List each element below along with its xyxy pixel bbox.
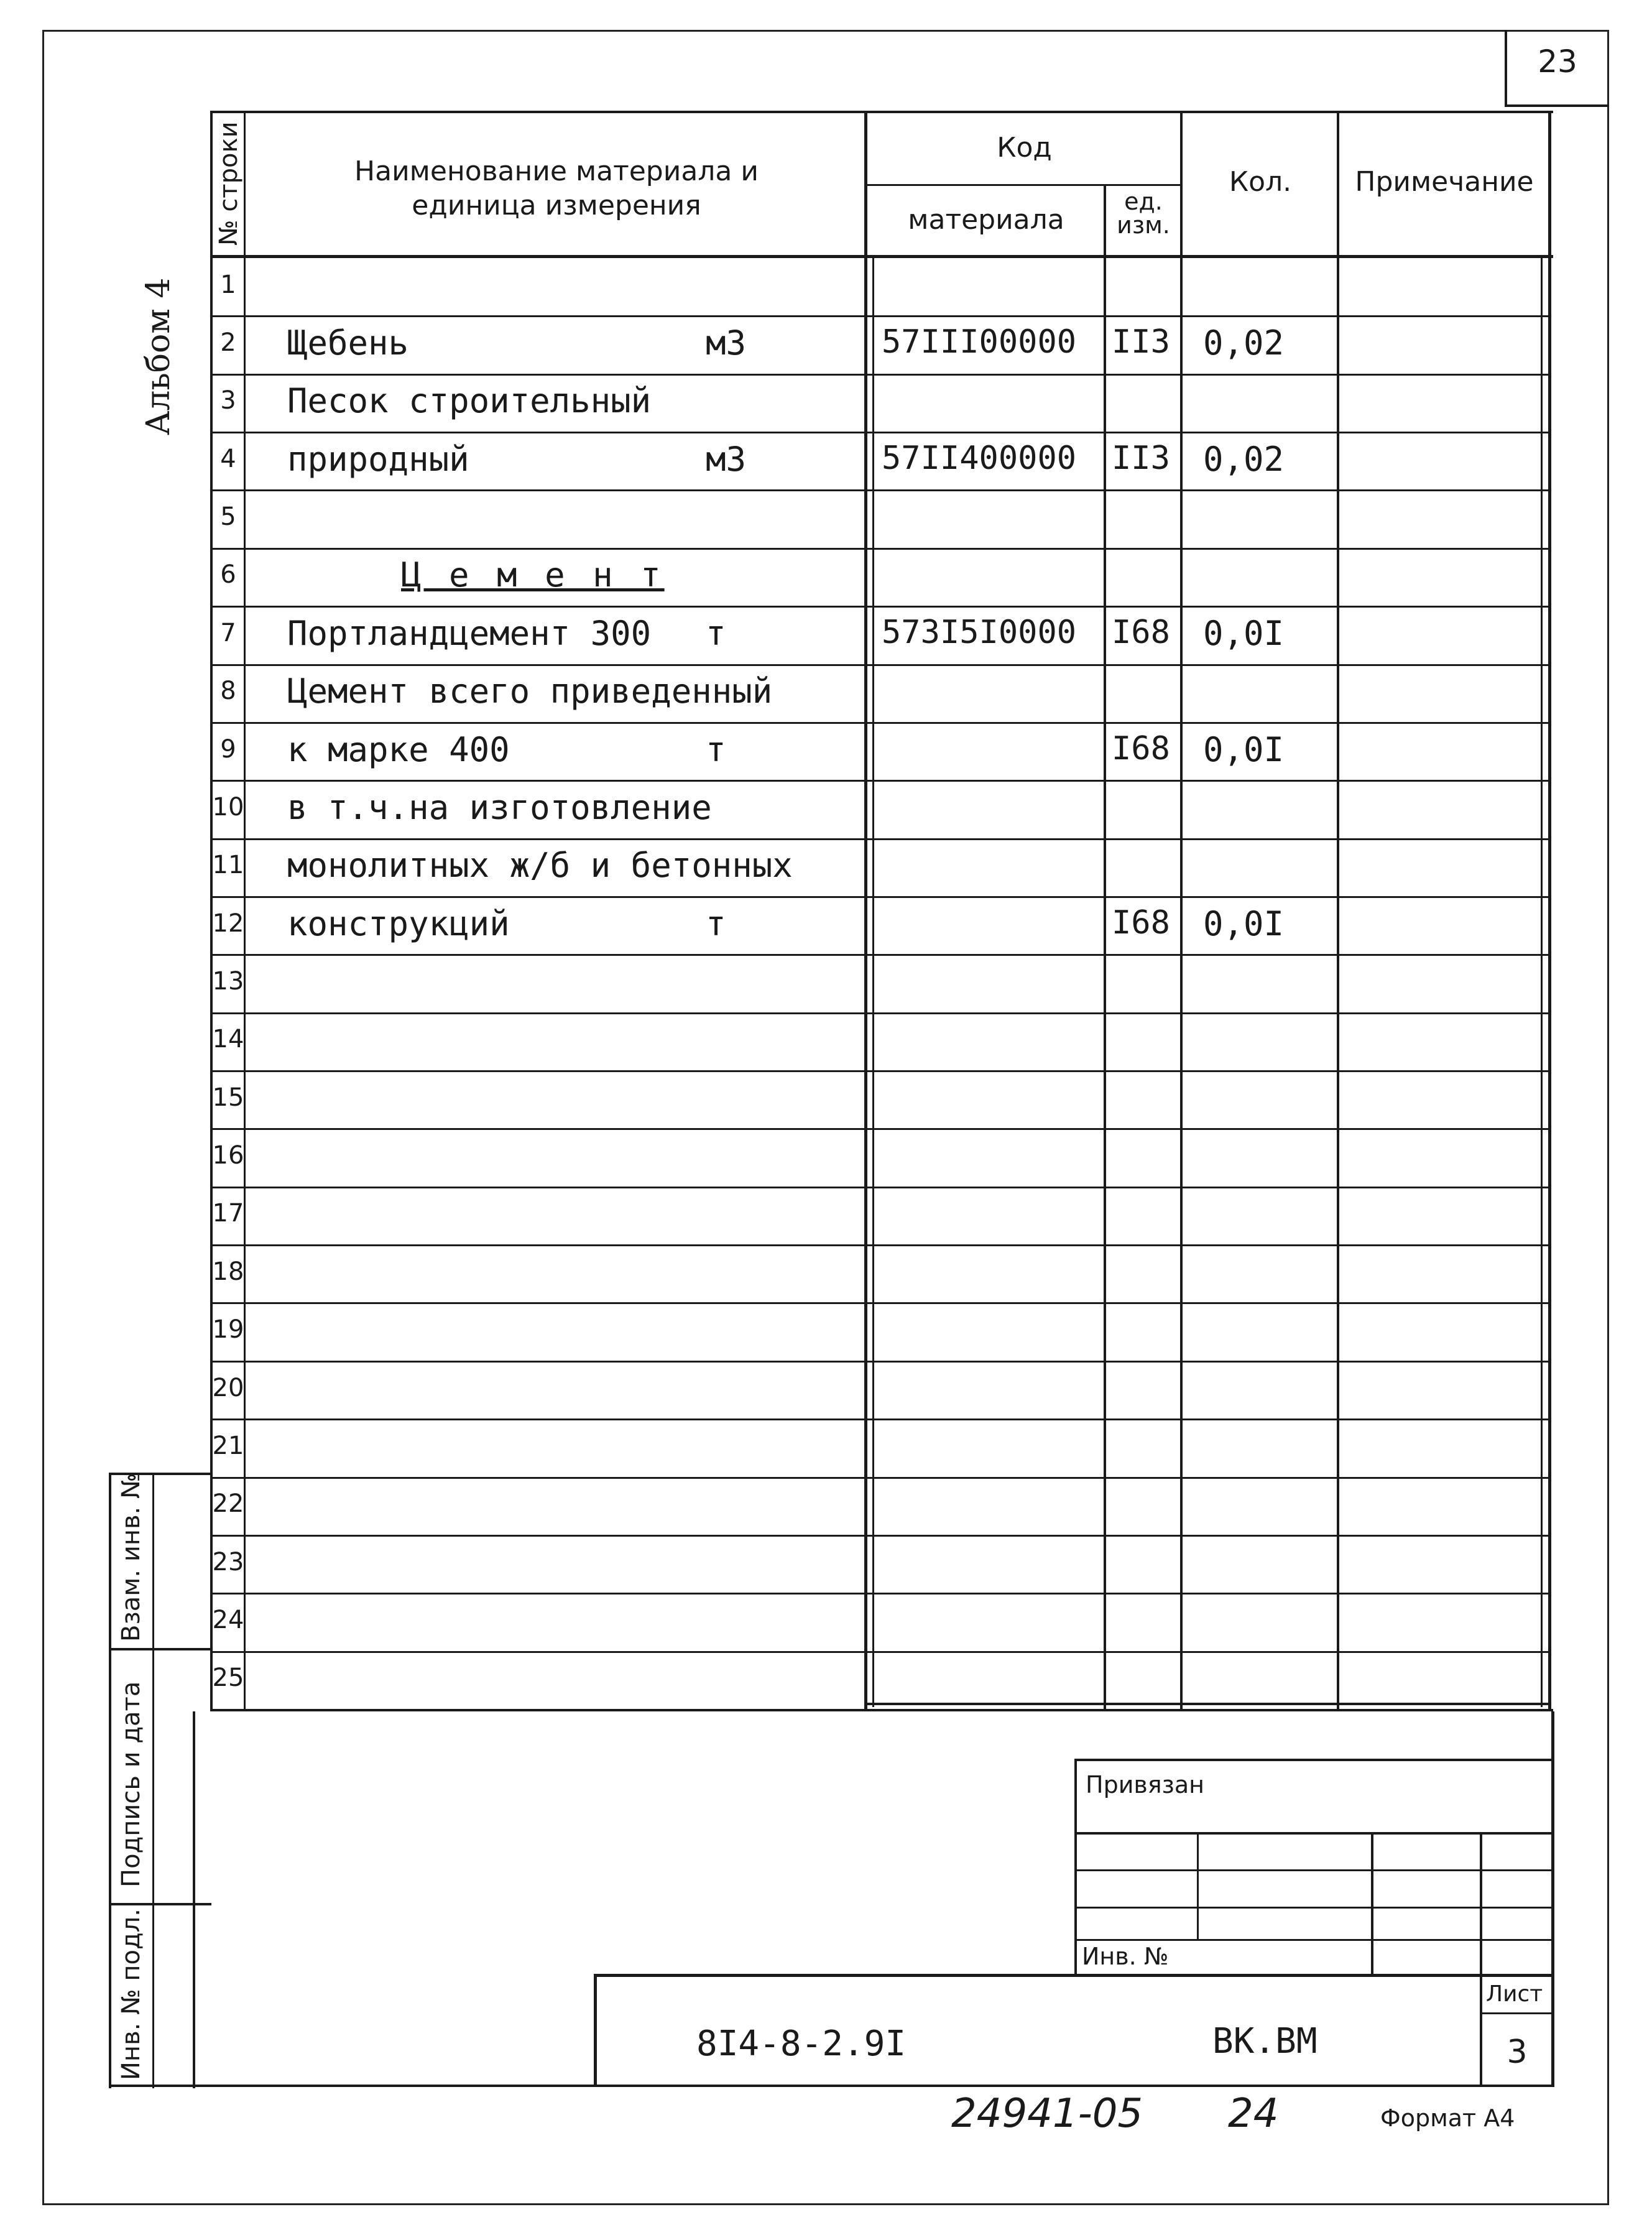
row-line bbox=[210, 1070, 1550, 1072]
col-line-qty bbox=[1337, 111, 1339, 1710]
row-line bbox=[210, 954, 1550, 956]
row-number: 24 bbox=[212, 1606, 244, 1634]
row-line bbox=[210, 489, 1550, 491]
code-sub-line bbox=[867, 184, 1181, 186]
unit-of-measure: т bbox=[706, 614, 726, 653]
material-name: Ц е м е н т bbox=[401, 555, 665, 595]
row-number: 20 bbox=[212, 1374, 244, 1402]
material-name: Песок строительный bbox=[287, 381, 652, 420]
unit-of-measure: м3 bbox=[706, 323, 747, 363]
row-line bbox=[210, 1477, 1550, 1479]
row-number: 19 bbox=[212, 1315, 244, 1344]
row-line bbox=[210, 548, 1550, 550]
row-line bbox=[210, 1593, 1550, 1594]
row-line bbox=[210, 1302, 1550, 1304]
quantity: 0,0I bbox=[1203, 904, 1285, 943]
table-inner-bottom bbox=[864, 1703, 1551, 1705]
row-number: 25 bbox=[212, 1664, 244, 1692]
unit-of-measure: м3 bbox=[706, 440, 747, 479]
row-line bbox=[210, 780, 1550, 782]
privyazan-left bbox=[1074, 1759, 1077, 1974]
side-stamp-div1 bbox=[109, 1648, 211, 1650]
material-name: к марке 400 bbox=[287, 730, 510, 769]
col-line-unit bbox=[1180, 111, 1183, 1710]
doc-mark: ВК.ВМ bbox=[1212, 2021, 1317, 2062]
table-top-line bbox=[210, 111, 1553, 113]
row-number: 1 bbox=[220, 271, 236, 299]
row-number: 10 bbox=[212, 793, 244, 821]
side-stamp-inv-podl: Инв. № подл. bbox=[117, 1909, 145, 2080]
unit-code: II3 bbox=[1112, 323, 1170, 361]
row-number: 16 bbox=[212, 1141, 244, 1170]
privyazan-line2 bbox=[1074, 1869, 1554, 1871]
privyazan-line3 bbox=[1074, 1907, 1554, 1909]
unit-code: I68 bbox=[1112, 730, 1170, 767]
page-number: 23 bbox=[1538, 44, 1577, 80]
row-number: 22 bbox=[212, 1489, 244, 1518]
row-line bbox=[210, 315, 1550, 317]
row-number: 8 bbox=[220, 677, 236, 705]
material-name: природный bbox=[287, 440, 469, 479]
material-name: Портландцемент 300 bbox=[287, 614, 652, 653]
title-main-left bbox=[594, 1974, 597, 2087]
col-line-right-inner bbox=[1541, 258, 1543, 1707]
col-line-name bbox=[864, 111, 867, 1710]
header-code-unit: ед. изм. bbox=[1117, 188, 1170, 239]
row-line bbox=[210, 838, 1550, 840]
album-label: Альбом 4 bbox=[140, 277, 177, 435]
page-number-box-divider bbox=[1505, 30, 1507, 106]
privyazan-col3 bbox=[1480, 1832, 1482, 2087]
quantity: 0,0I bbox=[1203, 614, 1285, 653]
row-line bbox=[210, 1187, 1550, 1188]
row-number: 9 bbox=[220, 735, 236, 764]
side-stamp-div2 bbox=[109, 1903, 211, 1905]
header-qty: Кол. bbox=[1229, 166, 1292, 198]
row-line bbox=[210, 1419, 1550, 1420]
bottom-frame-line bbox=[109, 2085, 1554, 2087]
handwritten-page: 24 bbox=[1228, 2091, 1279, 2137]
col-line-code bbox=[1104, 184, 1106, 1710]
title-main-top bbox=[594, 1974, 1554, 1977]
header-name: Наименование материала и единица измерения bbox=[354, 155, 759, 221]
row-line bbox=[210, 606, 1550, 608]
row-line bbox=[210, 1012, 1550, 1014]
col-line-right bbox=[1548, 111, 1551, 1710]
row-number: 7 bbox=[220, 619, 236, 647]
page-border bbox=[42, 30, 1609, 2205]
frame-left-lower bbox=[193, 1711, 195, 2088]
sheet-number: 3 bbox=[1507, 2034, 1528, 2071]
material-code: 57III00000 bbox=[882, 323, 1077, 361]
row-number: 6 bbox=[220, 560, 236, 589]
unit-of-measure: т bbox=[706, 730, 726, 769]
header-code: Код bbox=[997, 132, 1052, 164]
row-line bbox=[210, 1244, 1550, 1246]
header-row-no: № строки bbox=[215, 121, 243, 246]
privyazan-line4 bbox=[1074, 1939, 1554, 1941]
privyazan-label: Привязан bbox=[1086, 1771, 1204, 1798]
unit-code: II3 bbox=[1112, 440, 1170, 477]
row-line bbox=[210, 1361, 1550, 1363]
row-number: 14 bbox=[212, 1025, 244, 1053]
material-name: в т.ч.на изготовление bbox=[287, 788, 712, 827]
row-line bbox=[210, 896, 1550, 898]
row-number: 21 bbox=[212, 1432, 244, 1460]
doc-code: 8I4-8-2.9I bbox=[696, 2024, 907, 2064]
row-line bbox=[210, 664, 1550, 666]
row-line bbox=[210, 722, 1550, 724]
row-line bbox=[210, 1535, 1550, 1537]
unit-code: I68 bbox=[1112, 904, 1170, 942]
row-number: 4 bbox=[220, 445, 236, 473]
title-right-edge bbox=[1551, 1711, 1554, 2087]
unit-of-measure: т bbox=[706, 904, 726, 943]
handwritten-code: 24941-05 bbox=[951, 2091, 1143, 2137]
sheet-label-line bbox=[1480, 2012, 1554, 2014]
side-stamp-mid bbox=[152, 1473, 154, 2088]
side-stamp-vzam: Взам. инв. № bbox=[117, 1473, 145, 1642]
privyazan-col1 bbox=[1197, 1832, 1199, 1939]
row-number: 3 bbox=[220, 386, 236, 415]
quantity: 0,02 bbox=[1203, 440, 1285, 479]
privyazan-line1 bbox=[1074, 1832, 1554, 1835]
privyazan-top bbox=[1074, 1759, 1554, 1761]
row-line bbox=[210, 432, 1550, 433]
sheet-label: Лист bbox=[1486, 1981, 1543, 2007]
row-number: 13 bbox=[212, 967, 244, 996]
material-name: Цемент всего приведенный bbox=[287, 672, 773, 711]
material-code: 573I5I0000 bbox=[882, 614, 1077, 651]
row-line bbox=[210, 1128, 1550, 1130]
material-name: монолитных ж/б и бетонных bbox=[287, 846, 793, 885]
privyazan-col2 bbox=[1371, 1832, 1373, 1974]
row-line bbox=[210, 374, 1550, 376]
row-number: 11 bbox=[212, 851, 244, 879]
header-bottom-line bbox=[210, 255, 1553, 258]
col-line-name-inner bbox=[872, 258, 874, 1707]
page-number-box-bottom bbox=[1505, 104, 1609, 107]
row-number: 15 bbox=[212, 1083, 244, 1112]
row-number: 17 bbox=[212, 1199, 244, 1228]
header-code-material: материала bbox=[908, 204, 1064, 236]
format-label: Формат А4 bbox=[1380, 2104, 1515, 2132]
row-number: 5 bbox=[220, 502, 236, 531]
side-stamp-podpis: Подпись и дата bbox=[117, 1681, 145, 1887]
row-number: 2 bbox=[220, 328, 236, 357]
quantity: 0,02 bbox=[1203, 323, 1285, 363]
quantity: 0,0I bbox=[1203, 730, 1285, 769]
side-stamp-left bbox=[109, 1473, 111, 2088]
row-number: 12 bbox=[212, 909, 244, 938]
row-number: 18 bbox=[212, 1257, 244, 1286]
header-note: Примечание bbox=[1355, 166, 1534, 198]
material-name: конструкций bbox=[287, 904, 510, 943]
unit-code: I68 bbox=[1112, 614, 1170, 651]
inv-no-label: Инв. № bbox=[1082, 1943, 1169, 1970]
table-bottom-line bbox=[210, 1709, 1553, 1711]
material-code: 57II400000 bbox=[882, 440, 1077, 477]
material-name: Щебень bbox=[287, 323, 409, 363]
row-number: 23 bbox=[212, 1548, 244, 1576]
row-line bbox=[210, 1651, 1550, 1653]
